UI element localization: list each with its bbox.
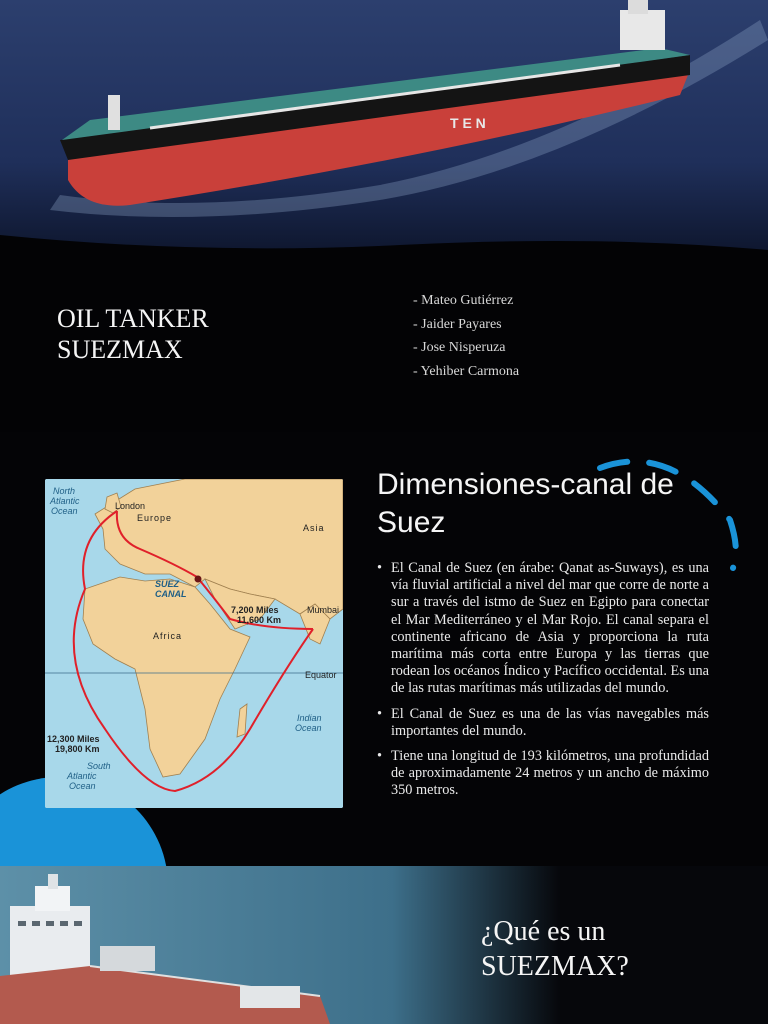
bullet-item: • El Canal de Suez (en árabe: Qanat as-Suways), es una vía fluvial artificial a nivel del mar que corre de norte a sur a través del istmo de Suez en Egipto para conectar el Mar Mediterráneo y el Mar Rojo. El canal separa el continente africano de Asia y proporciona la ruta marítima más corta entre Europa y las tierras que rodean los océanos Índico y Pacífico occidental. Es una de las rutas marítimas más utilizadas del mundo. xyxy=(377,560,709,698)
slide-what-is-suezmax xyxy=(0,866,768,1024)
section-title-suez: Dimensiones-canal de Suez xyxy=(377,468,674,539)
section-title-suezmax xyxy=(481,914,629,984)
slide-suez-dimensions xyxy=(0,432,768,866)
tanker-deck-image xyxy=(0,866,560,1024)
map-label-indian-ocean-2: Ocean xyxy=(295,723,322,733)
map-label-europe: Europe xyxy=(137,513,173,523)
map-label-north-atlantic-3: Ocean xyxy=(51,506,78,516)
author-item: - Yehiber Carmona xyxy=(413,363,520,379)
title-line-2: SUEZMAX xyxy=(57,335,183,364)
authors-list xyxy=(413,289,519,383)
ship-hull-lettering: T E N xyxy=(450,115,486,131)
map-label-south-atlantic-1: South xyxy=(87,761,111,771)
map-label-north-atlantic-2: Atlantic xyxy=(50,496,80,506)
author-item: - Jose Nisperuza xyxy=(413,340,506,355)
map-label-short-miles: 7,200 Miles xyxy=(231,605,279,615)
map-label-south-atlantic-3: Ocean xyxy=(69,781,96,791)
map-label-suez-1: SUEZ xyxy=(155,579,180,589)
map-label-asia: Asia xyxy=(303,523,325,533)
presentation-title xyxy=(57,303,209,365)
map-label-indian-ocean-1: Indian xyxy=(297,713,322,723)
author-item: - Jaider Payares xyxy=(413,316,502,332)
map-label-long-km: 19,800 Km xyxy=(55,744,100,754)
map-label-north-atlantic-1: North xyxy=(53,486,76,496)
map-label-short-km: 11,600 Km xyxy=(237,615,282,625)
bullet-item: • Tiene una longitud de 193 kilómetros, una profundidad de aproximadamente 24 metros y un ancho de máximo 350 metros. xyxy=(377,748,709,800)
author-item: - Mateo Gutiérrez xyxy=(413,293,514,308)
suezmax-title-line-1: ¿Qué es un xyxy=(481,916,606,947)
map-label-mumbai: Mumbai xyxy=(307,605,340,615)
suez-route-map xyxy=(45,479,343,808)
map-label-long-miles: 12,300 Miles xyxy=(47,734,100,744)
bullet-item: • El Canal de Suez es una de las vías navegables más importantes del mundo. xyxy=(377,706,709,740)
map-label-equator: Equator xyxy=(305,670,337,680)
tanker-hero-image xyxy=(0,0,768,270)
suez-bullet-list xyxy=(377,560,709,808)
route-map-graphic xyxy=(45,479,343,808)
suezmax-title-line-2: SUEZMAX? xyxy=(481,951,629,982)
map-label-africa: Africa xyxy=(153,631,183,641)
map-label-south-atlantic-2: Atlantic xyxy=(67,771,97,781)
title-line-1: OIL TANKER xyxy=(57,304,209,333)
map-label-suez-2: CANAL xyxy=(155,589,187,599)
map-label-london: London xyxy=(115,501,146,511)
slide-title xyxy=(0,0,768,432)
